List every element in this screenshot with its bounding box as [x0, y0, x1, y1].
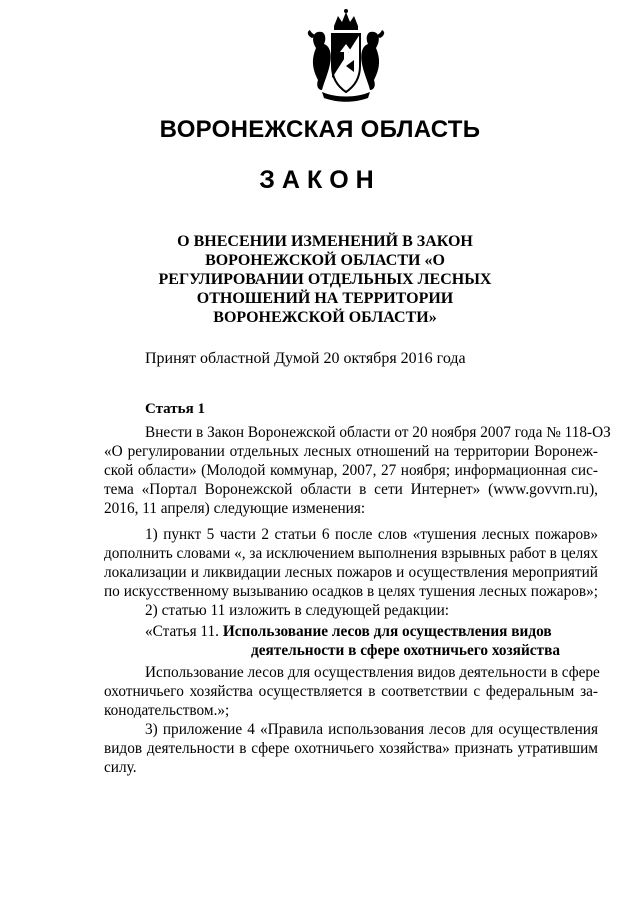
- article-heading: Статья 1: [145, 401, 205, 417]
- coat-of-arms-icon: [296, 8, 396, 108]
- adoption-date: Принят областной Думой 20 октября 2016 года: [145, 350, 466, 367]
- text-line: Внести в Закон Воронежской области от 20 ноября 2007 года № 118-ОЗ: [145, 424, 611, 441]
- text-line: «О регулировании отдельных лесных отношений на территории Воронеж-: [104, 443, 598, 460]
- text-line: видов деятельности в сфере охотничьего хозяйства» признать утратившим: [104, 740, 598, 757]
- text-line: охотничьего хозяйства осуществляется в соответствии с федеральным за-: [104, 683, 598, 700]
- law-title: [150, 232, 500, 327]
- quoted-article-title: Использование лесов для осуществления видов: [222, 623, 552, 640]
- text-line: локализации и ликвидации лесных пожаров и осуществления мероприятий: [104, 564, 598, 581]
- text-line: дополнить словами «, за исключением выполнения взрывных работ в целях: [104, 545, 598, 562]
- region-name: ВОРОНЕЖСКАЯ ОБЛАСТЬ: [159, 116, 481, 143]
- law-title-line: ВОРОНЕЖСКОЙ ОБЛАСТИ «О: [205, 252, 445, 269]
- amendment-item-2: [104, 601, 598, 620]
- quoted-article-number: «Статья 11.: [145, 623, 219, 640]
- law-title-line: РЕГУЛИРОВАНИИ ОТДЕЛЬНЫХ ЛЕСНЫХ: [158, 271, 492, 288]
- quoted-article-heading: [145, 622, 575, 660]
- law-title-line: ВОРОНЕЖСКОЙ ОБЛАСТИ»: [213, 309, 437, 326]
- law-title-line: О ВНЕСЕНИИ ИЗМЕНЕНИЙ В ЗАКОН: [177, 233, 473, 250]
- text-line: по искусственному вызыванию осадков в целях тушения лесных пожаров»;: [104, 583, 598, 600]
- article-intro: [104, 423, 611, 518]
- text-line: 1) пункт 5 части 2 статьи 6 после слов «тушения лесных пожаров»: [145, 526, 598, 543]
- text-line: ской области» (Молодой коммунар, 2007, 27 ноября; информационная сис-: [104, 462, 598, 479]
- text-line: Использование лесов для осуществления видов деятельности в сфере: [145, 664, 600, 681]
- document-type: ЗАКОН: [259, 166, 381, 194]
- amendment-item-1: [104, 525, 598, 601]
- text-line: тема «Портал Воронежской области в сети Интернет» (www.govvrn.ru),: [104, 481, 598, 498]
- text-line: силу.: [104, 759, 137, 776]
- text-line: 2) статью 11 изложить в следующей редакции:: [145, 602, 450, 619]
- amendment-item-3: [104, 720, 598, 777]
- law-title-line: ОТНОШЕНИЙ НА ТЕРРИТОРИИ: [196, 290, 454, 307]
- quoted-article-title: деятельности в сфере охотничьего хозяйства: [251, 642, 560, 659]
- text-line: конодательством.»;: [104, 702, 230, 719]
- quoted-article-body: [104, 663, 598, 720]
- text-line: 2016, 11 апреля) следующие изменения:: [104, 500, 366, 517]
- text-line: 3) приложение 4 «Правила использования лесов для осуществления: [145, 721, 598, 738]
